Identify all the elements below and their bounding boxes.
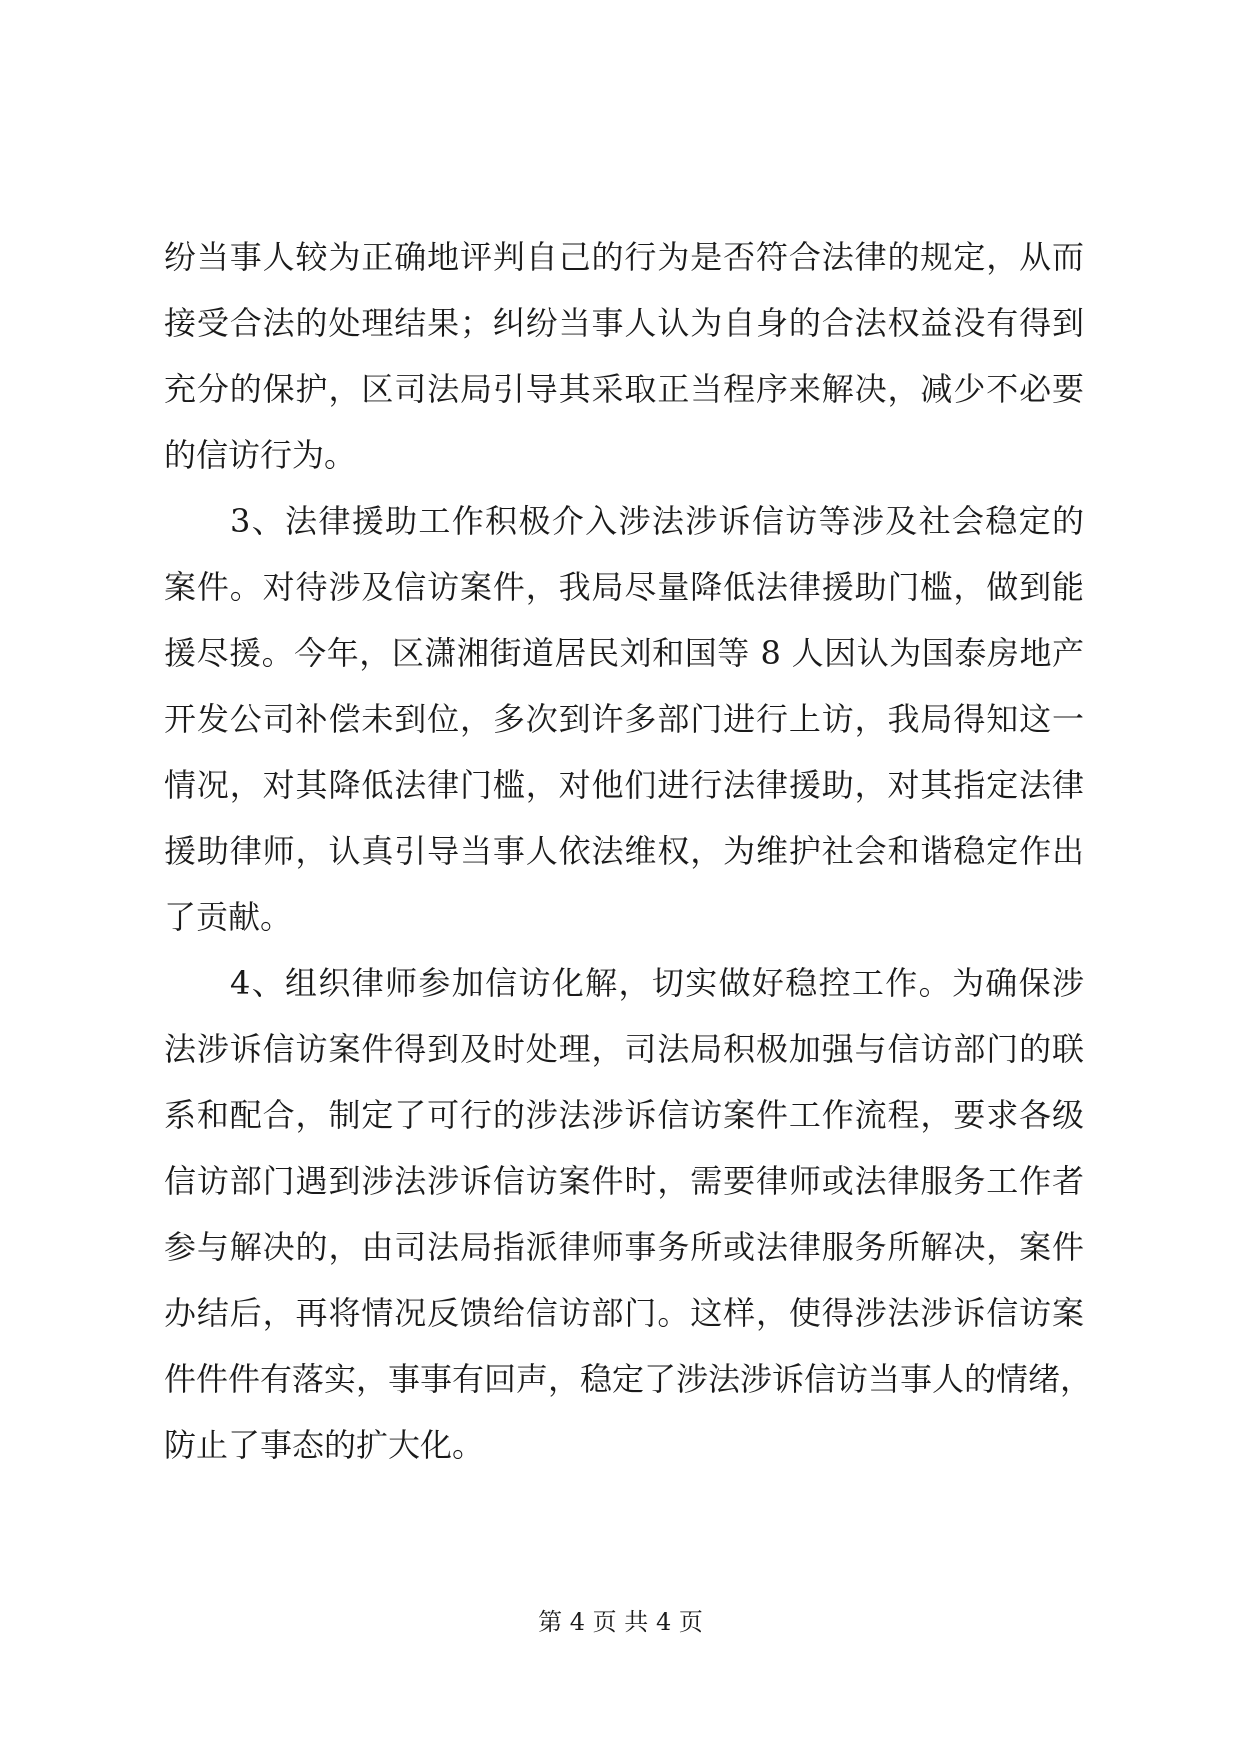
paragraph-line: 系和配合，制定了可行的涉法涉诉信访案件工作流程，要求各级: [164, 1096, 1084, 1134]
paragraph-line: 援助律师，认真引导当事人依法维权，为维护社会和谐稳定作出: [164, 832, 1084, 870]
paragraph-line: 情况，对其降低法律门槛，对他们进行法律援助，对其指定法律: [164, 766, 1084, 804]
paragraph-line: 4、组织律师参加信访化解，切实做好稳控工作。为确保涉: [230, 964, 1084, 1002]
paragraph-line: 纷当事人较为正确地评判自己的行为是否符合法律的规定，从而: [164, 238, 1084, 276]
paragraph-line: 了贡献。: [164, 898, 293, 936]
paragraph-line: 开发公司补偿未到位，多次到许多部门进行上访，我局得知这一: [164, 700, 1084, 738]
paragraph-line: 充分的保护，区司法局引导其采取正当程序来解决，减少不必要: [164, 370, 1084, 408]
paragraph-line: 件件件有落实，事事有回声，稳定了涉法涉诉信访当事人的情绪，: [164, 1360, 1093, 1398]
paragraph-line: 防止了事态的扩大化。: [164, 1426, 485, 1464]
page-number-footer: 第 4 页 共 4 页: [538, 1608, 703, 1636]
document-body: [164, 224, 1093, 1478]
paragraph-line: 的信访行为。: [164, 436, 357, 474]
paragraph-line: 信访部门遇到涉法涉诉信访案件时，需要律师或法律服务工作者: [164, 1162, 1084, 1200]
paragraph-line: 参与解决的，由司法局指派律师事务所或法律服务所解决，案件: [164, 1228, 1084, 1266]
paragraph-line: 办结后，再将情况反馈给信访部门。这样，使得涉法涉诉信访案: [164, 1294, 1084, 1332]
paragraph-line: 3、法律援助工作积极介入涉法涉诉信访等涉及社会稳定的: [230, 502, 1084, 540]
paragraph-line: 法涉诉信访案件得到及时处理，司法局积极加强与信访部门的联: [164, 1030, 1084, 1068]
paragraph-line: 接受合法的处理结果；纠纷当事人认为自身的合法权益没有得到: [164, 304, 1084, 342]
paragraph-line: 援尽援。今年，区潇湘街道居民刘和国等 8 人因认为国泰房地产: [164, 634, 1084, 672]
paragraph-line: 案件。对待涉及信访案件，我局尽量降低法律援助门槛，做到能: [164, 568, 1084, 606]
